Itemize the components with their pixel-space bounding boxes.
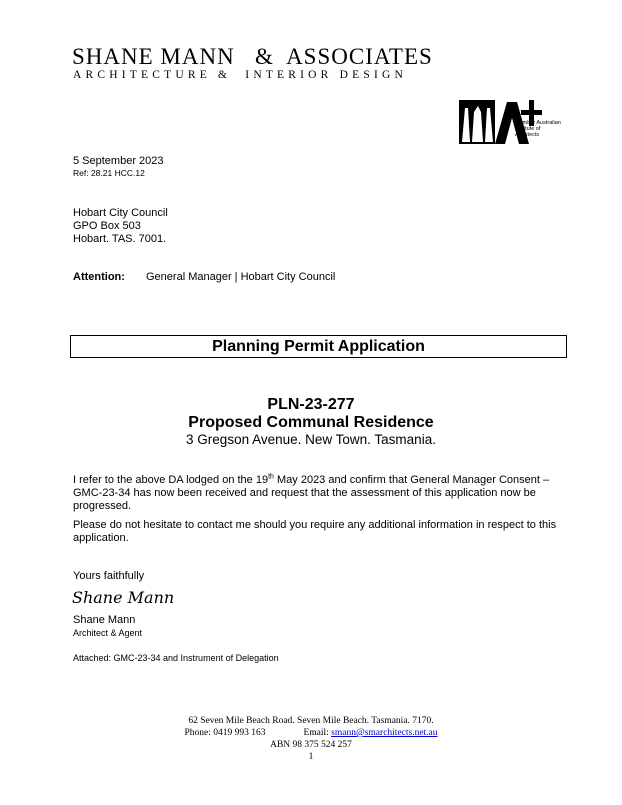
- project-title: Proposed Communal Residence: [188, 414, 434, 431]
- signer-name: Shane Mann: [73, 614, 136, 626]
- attention-label: Attention:: [73, 271, 125, 283]
- address-line: GPO Box 503: [73, 220, 141, 232]
- footer-abn: ABN 98 375 524 257: [270, 740, 352, 750]
- footer-email-link[interactable]: smann@smarchitects.net.au: [331, 728, 438, 738]
- firm-tagline: ARCHITECTURE & INTERIOR DESIGN: [73, 69, 407, 81]
- application-number: PLN-23-277: [267, 396, 355, 413]
- institute-membership-text: Member Australian Institute of Architects: [515, 120, 561, 138]
- page-number: 1: [308, 752, 314, 762]
- footer-phone: Phone: 0419 993 163: [184, 728, 266, 738]
- ordinal-suffix: th: [268, 473, 274, 481]
- signer-role: Architect & Agent: [73, 628, 143, 638]
- closing: Yours faithfully: [73, 570, 145, 582]
- paragraph-text: May 2023 and confirm that General Manager Consent – GMC-23-34 has now been received and request that the assessment of this application now be progressed.: [73, 474, 550, 512]
- paragraph-text: I refer to the above DA lodged on the 19: [73, 474, 269, 486]
- firm-name: SHANE MANN & ASSOCIATES: [72, 44, 433, 69]
- body-paragraph-2: Please do not hesitate to contact me should you require any additional information in respect to this application.: [73, 519, 557, 544]
- footer-address: 62 Seven Mile Beach Road. Seven Mile Beach. Tasmania. 7170.: [188, 716, 434, 726]
- site-address: 3 Gregson Avenue. New Town. Tasmania.: [186, 432, 436, 447]
- recipient-address: [73, 207, 168, 246]
- signature: Shane Mann: [72, 588, 175, 607]
- body-paragraph-1: [73, 474, 563, 513]
- attachments-note: Attached: GMC-23-34 and Instrument of Delegation: [73, 653, 279, 663]
- address-line: Hobart. TAS. 7001.: [73, 233, 167, 245]
- footer-email-label: Email:: [303, 728, 329, 738]
- footer-contact: [0, 727, 622, 739]
- letter-reference: Ref: 28.21 HCC.12: [73, 168, 145, 178]
- subject-heading: Planning Permit Application: [70, 335, 567, 358]
- address-line: Hobart City Council: [73, 207, 168, 219]
- attention-value: General Manager | Hobart City Council: [146, 271, 336, 283]
- letter-date: 5 September 2023: [73, 155, 164, 167]
